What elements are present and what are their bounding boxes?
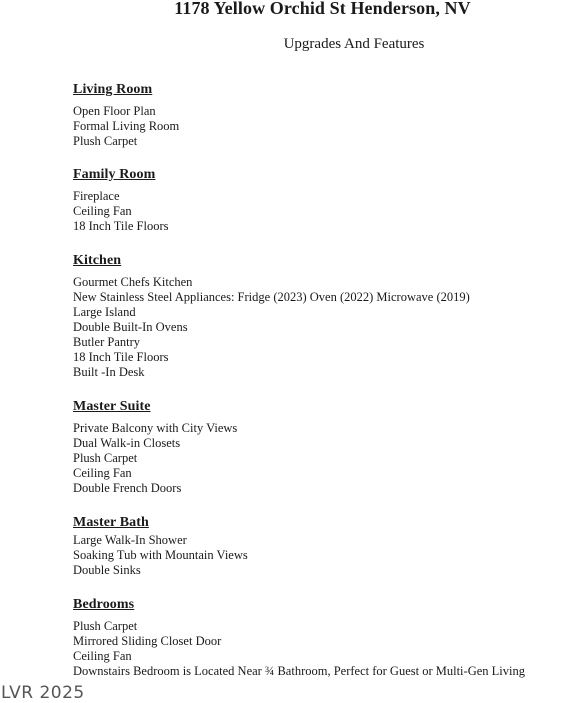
list-item: Downstairs Bedroom is Located Near ¾ Bathroom, Perfect for Guest or Multi-Gen Living: [73, 664, 525, 678]
list-item: Ceiling Fan: [73, 204, 132, 218]
watermark: LVR 2025: [1, 683, 85, 703]
section-family-room: [73, 167, 169, 234]
section-heading: Master Suite: [73, 399, 151, 414]
list-item: Private Balcony with City Views: [73, 421, 238, 435]
section-bedrooms: [73, 597, 525, 679]
section-master-suite: [73, 399, 237, 496]
list-item: Soaking Tub with Mountain Views: [73, 548, 248, 562]
list-item: Double Built-In Ovens: [73, 320, 188, 334]
list-item: 18 Inch Tile Floors: [73, 219, 169, 233]
list-item: Large Walk-In Shower: [73, 533, 187, 547]
list-item: Double French Doors: [73, 481, 182, 495]
section-heading: Bedrooms: [73, 597, 135, 612]
section-heading: Family Room: [73, 167, 156, 182]
list-item: Double Sinks: [73, 563, 141, 577]
list-item: Gourmet Chefs Kitchen: [73, 275, 193, 289]
section-heading: Living Room: [73, 82, 153, 97]
section-heading: Master Bath: [73, 515, 149, 530]
list-item: Large Island: [73, 305, 136, 319]
section-kitchen: [73, 253, 470, 380]
list-item: 18 Inch Tile Floors: [73, 350, 169, 364]
list-item: Ceiling Fan: [73, 649, 132, 663]
list-item: Mirrored Sliding Closet Door: [73, 634, 222, 648]
document-subtitle: Upgrades And Features: [283, 36, 425, 52]
list-item: Ceiling Fan: [73, 466, 132, 480]
list-item: Fireplace: [73, 189, 120, 203]
list-item: Plush Carpet: [73, 134, 138, 148]
list-item: Formal Living Room: [73, 119, 180, 133]
list-item: Open Floor Plan: [73, 104, 156, 118]
list-item: Plush Carpet: [73, 451, 138, 465]
list-item: Dual Walk-in Closets: [73, 436, 181, 450]
list-item: New Stainless Steel Appliances: Fridge (2023) Oven (2022) Microwave (2019): [73, 290, 470, 304]
section-living-room: [73, 82, 179, 149]
section-heading: Kitchen: [73, 253, 122, 268]
list-item: Plush Carpet: [73, 619, 138, 633]
document-title: 1178 Yellow Orchid St Henderson, NV: [174, 0, 471, 18]
list-item: Built -In Desk: [73, 365, 145, 379]
list-item: Butler Pantry: [73, 335, 141, 349]
section-master-bath: [73, 515, 248, 578]
